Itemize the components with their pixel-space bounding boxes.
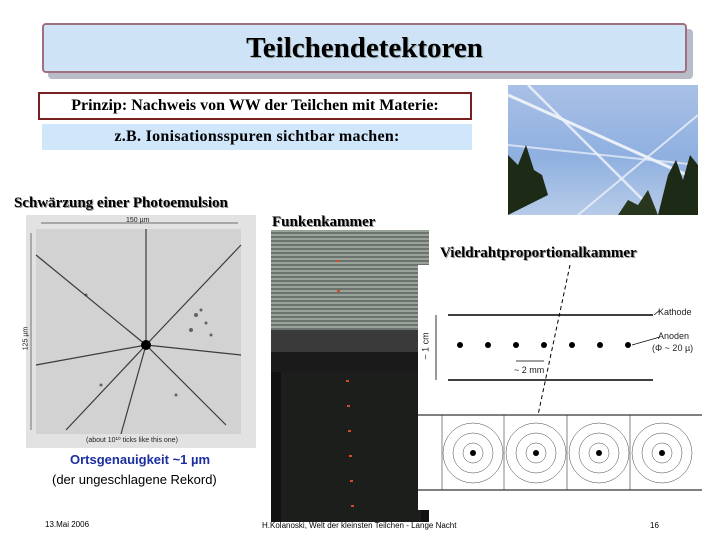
emulsion-photo (22, 215, 256, 448)
contrail-sky-photo (508, 85, 698, 215)
mwpc-label: Vieldrahtproportionalkammer (440, 245, 637, 261)
emulsion-scale-top: 150 µm (126, 217, 150, 224)
emulsion-star-graphic (26, 215, 256, 448)
mwpc-diagram-graphic (418, 265, 702, 510)
mwpc-diagram (418, 265, 702, 510)
mwpc-anoden-label: Anoden (658, 331, 690, 341)
emulsion-caption: (about 10¹⁰ ticks like this one) (86, 437, 178, 444)
resolution-line1: Ortsgenauigkeit ~1 µm (70, 452, 211, 467)
footer-author: H.Kolanoski, Welt der kleinsten Teilchen - Lange Nacht (262, 521, 457, 530)
example-text: z.B. Ionisationsspuren sichtbar machen: (114, 128, 400, 145)
spark-chamber-graphic (271, 230, 429, 522)
mwpc-horizontal-spacing: ~ 2 mm (514, 365, 545, 375)
footer-date: 13.Mai 2006 (45, 520, 90, 529)
resolution-line2: (der ungeschlagene Rekord) (52, 472, 217, 487)
contrail-sky-graphic (508, 85, 698, 215)
principle-text: Prinzip: Nachweis von WW der Teilchen mit Materie: (71, 97, 439, 114)
title-banner (42, 23, 687, 73)
principle-box (38, 92, 472, 120)
spark-chamber-label: Funkenkammer (272, 214, 376, 230)
example-box (42, 124, 472, 150)
spark-chamber-photo (271, 230, 429, 522)
mwpc-kathode-label: Kathode (658, 307, 692, 317)
mwpc-anoden-detail: (Φ ~ 20 µ) (652, 343, 694, 353)
mwpc-vertical-spacing: ~ 1 cm (420, 332, 431, 360)
slide-title: Teilchendetektoren (246, 31, 483, 64)
footer-page-number: 16 (650, 521, 659, 530)
emulsion-label: Schwärzung einer Photoemulsion (14, 195, 228, 211)
emulsion-scale-left: 125 µm (22, 326, 30, 351)
